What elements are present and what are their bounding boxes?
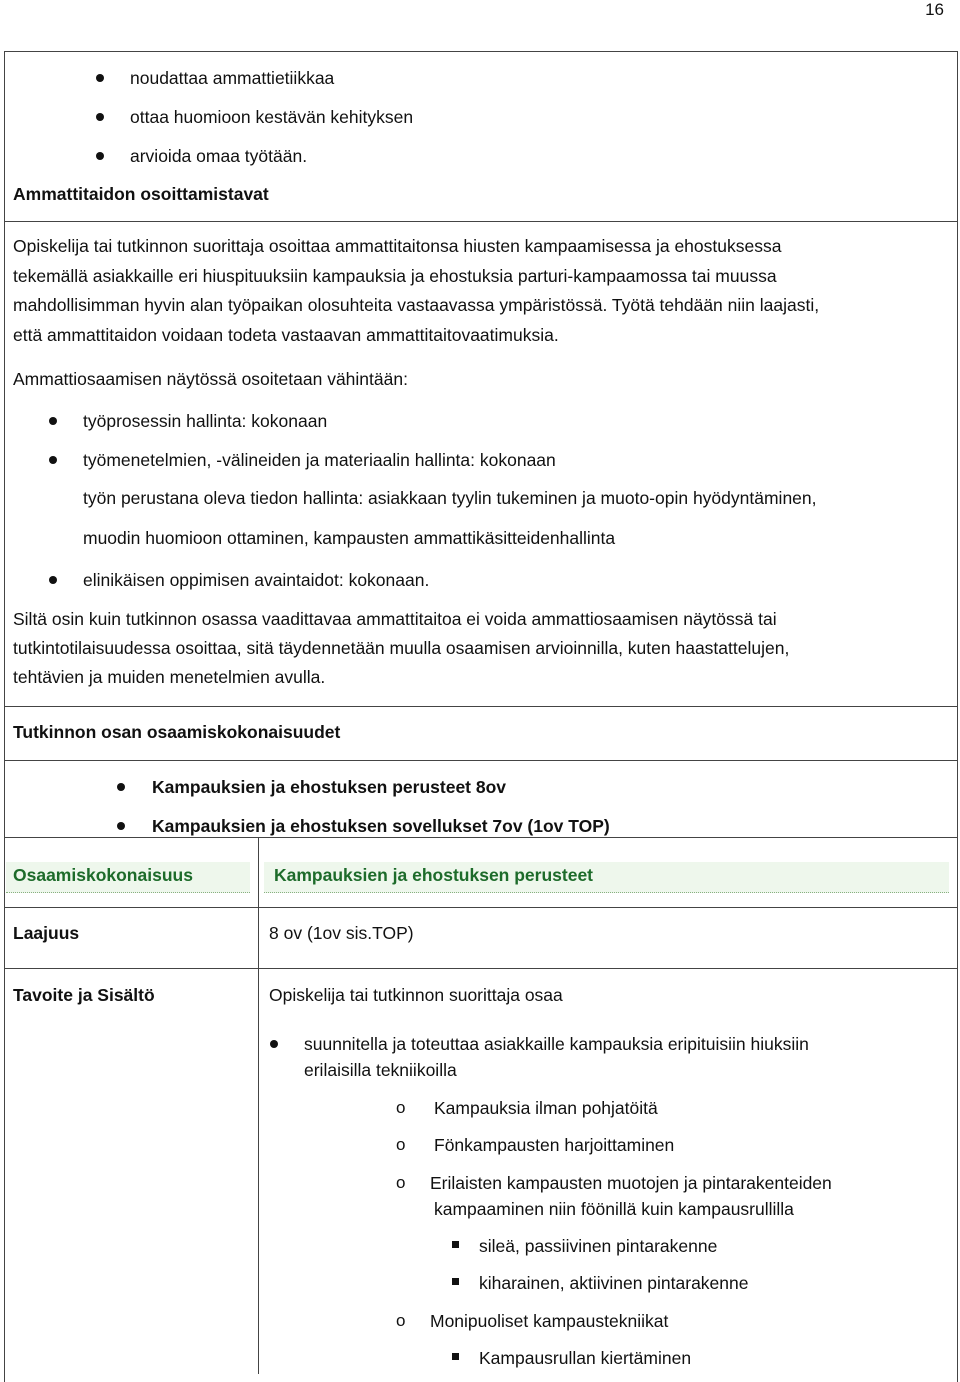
divider — [4, 837, 957, 838]
divider — [4, 706, 957, 707]
bullet-icon — [49, 417, 57, 425]
paragraph-line: Opiskelija tai tutkinnon suorittaja osoittaa ammattitaitonsa hiusten kampaamisessa ja ehostuksessa — [13, 236, 782, 256]
divider — [4, 760, 957, 761]
list-item-continuation: työn perustana oleva tiedon hallinta: asiakkaan tyylin tukeminen ja muoto-opin hyödyntäminen, — [83, 488, 817, 508]
bullet-icon — [96, 152, 104, 160]
content-subsubitem: Kampausrullan kiertäminen — [479, 1348, 692, 1368]
divider — [4, 968, 957, 969]
square-bullet-icon — [452, 1241, 459, 1248]
bullet-icon — [49, 456, 57, 464]
content-subsubitem: sileä, passiivinen pintarakenne — [479, 1236, 718, 1256]
hollow-bullet-icon: o — [396, 1135, 406, 1154]
paragraph-line: Siltä osin kuin tutkinnon osassa vaadittavaa ammattitaitoa ei voida ammattiosaamisen näytössä tai — [13, 609, 777, 629]
page-number: 16 — [925, 0, 944, 19]
bullet-icon — [96, 74, 104, 82]
hollow-bullet-icon: o — [396, 1311, 406, 1330]
list-item: työmenetelmien, -välineiden ja materiaalin hallinta: kokonaan — [83, 450, 556, 470]
hollow-bullet-icon: o — [396, 1098, 406, 1117]
content-subitem-continuation: kampaaminen niin föönillä kuin kampausrullilla — [434, 1199, 794, 1219]
content-subitem: Erilaisten kampausten muotojen ja pintarakenteiden — [430, 1173, 832, 1193]
paragraph — [13, 605, 948, 692]
content-subitem: Kampauksia ilman pohjatöitä — [434, 1098, 658, 1118]
table-label: Osaamiskokonaisuus — [13, 865, 193, 885]
content-item-continuation: erilaisilla tekniikoilla — [304, 1060, 457, 1080]
paragraph-line: että ammattitaidon voidaan todeta vastaavan ammattitaitovaatimuksia. — [13, 324, 559, 345]
hollow-bullet-icon: o — [396, 1173, 406, 1192]
paragraph-line: tehtävien ja muiden menetelmien avulla. — [13, 667, 326, 687]
unit-item: Kampauksien ja ehostuksen sovellukset 7ov (1ov TOP) — [152, 816, 610, 836]
list-item: arvioida omaa työtään. — [130, 146, 308, 166]
table-label: Laajuus — [13, 923, 80, 943]
section-heading: Tutkinnon osan osaamiskokonaisuudet — [13, 722, 341, 742]
demo-intro: Ammattiosaamisen näytössä osoitetaan vähintään: — [13, 369, 408, 389]
section-heading: Ammattitaidon osoittamistavat — [13, 184, 269, 204]
divider — [4, 907, 957, 908]
square-bullet-icon — [452, 1278, 459, 1285]
divider — [4, 221, 957, 222]
square-bullet-icon — [452, 1353, 459, 1360]
bullet-icon — [49, 576, 57, 584]
list-item: ottaa huomioon kestävän kehityksen — [130, 107, 414, 127]
table-value: 8 ov (1ov sis.TOP) — [269, 923, 414, 943]
table-value: Opiskelija tai tutkinnon suorittaja osaa — [269, 985, 563, 1005]
unit-item: Kampauksien ja ehostuksen perusteet 8ov — [152, 777, 507, 797]
list-item: elinikäisen oppimisen avaintaidot: kokonaan. — [83, 570, 430, 590]
bullet-icon — [117, 822, 125, 830]
content-subsubitem: kiharainen, aktiivinen pintarakenne — [479, 1273, 749, 1293]
bullet-icon — [117, 783, 125, 791]
table-value: Kampauksien ja ehostuksen perusteet — [274, 865, 593, 885]
paragraph-line: mahdollisimman hyvin alan työpaikan olosuhteita vastaavassa ympäristössä. Työtä tehdään niin laajasti, — [13, 295, 820, 315]
list-item-continuation: muodin huomioon ottaminen, kampausten ammattikäsitteidenhallinta — [83, 528, 616, 548]
bullet-icon — [270, 1040, 278, 1048]
content-subitem: Monipuoliset kampaustekniikat — [430, 1311, 669, 1331]
content-item: suunnitella ja toteuttaa asiakkaille kampauksia eripituisiin hiuksiin — [304, 1034, 809, 1054]
paragraph-line: tutkintotilaisuudessa osoittaa, sitä täydennetään muulla osaamisen arvioinnilla, kuten haastattelujen, — [13, 638, 790, 658]
list-item: noudattaa ammattietiikkaa — [130, 68, 335, 88]
list-item: työprosessin hallinta: kokonaan — [83, 411, 328, 431]
paragraph — [13, 232, 948, 350]
bullet-icon — [96, 113, 104, 121]
content-subitem: Fönkampausten harjoittaminen — [434, 1135, 675, 1155]
table-label: Tavoite ja Sisältö — [13, 985, 155, 1005]
paragraph-line: tekemällä asiakkaille eri hiuspituuksiin kampauksia ja ehostuksia parturi-kampaamossa tai muussa — [13, 265, 777, 286]
table-column-divider — [258, 837, 259, 1374]
